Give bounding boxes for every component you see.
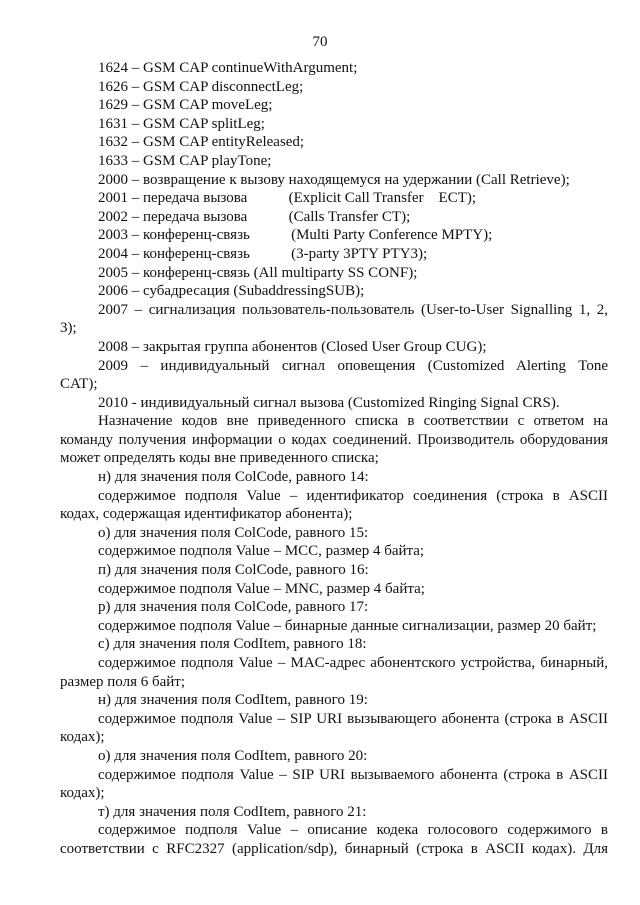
text-line: 2007 – сигнализация пользователь-пользователь (User-to-User Signalling 1, 2,: [98, 301, 608, 318]
text-line: соответствии с RFC2327 (application/sdp), бинарный (строка в ASCII кодах). Для: [60, 840, 608, 857]
text-line: н) для значения поля ColCode, равного 14:: [98, 469, 369, 486]
text-line: о) для значения поля ColCode, равного 15:: [98, 524, 369, 541]
text-line: п) для значения поля ColCode, равного 16:: [98, 562, 369, 579]
text-line: содержимое подполя Value – SIP URI вызываемого абонента (строка в ASCII: [98, 766, 608, 783]
text-line: о) для значения поля CodItem, равного 20:: [98, 747, 368, 764]
text-line: содержимое подполя Value – бинарные данные сигнализации, размер 20 байт;: [98, 617, 597, 634]
text-line: CAT);: [60, 376, 98, 393]
text-line: 1632 – GSM CAP entityReleased;: [98, 134, 305, 151]
text-line: 1629 – GSM CAP moveLeg;: [98, 97, 273, 114]
text-line: 1633 – GSM CAP playTone;: [98, 152, 272, 169]
text-line: 2009 – индивидуальный сигнал оповещения (Customized Alerting Tone: [98, 357, 608, 374]
text-line: р) для значения поля ColCode, равного 17:: [98, 599, 369, 616]
text-line: содержимое подполя Value – описание кодека голосового содержимого в: [98, 822, 608, 839]
text-line: Назначение кодов вне приведенного списка в соответствии с ответом на: [98, 413, 608, 430]
text-line: 2005 – конференц-связь (All multiparty SS CONF);: [98, 264, 418, 281]
document-body: [60, 59, 608, 859]
text-line: 3);: [60, 320, 77, 337]
text-line: 2003 – конференц-связь (Multi Party Conference MPTY);: [98, 227, 493, 244]
text-line: 2002 – передача вызова (Calls Transfer CT);: [98, 208, 411, 225]
text-line: н) для значения поля CodItem, равного 19:: [98, 692, 368, 709]
text-line: команду получения информации о кодах соединений. Производитель оборудования: [60, 431, 608, 448]
text-line: размер поля 6 байт;: [60, 673, 186, 690]
text-line: содержимое подполя Value – MNC, размер 4 байта;: [98, 580, 425, 597]
text-line: 1631 – GSM CAP splitLeg;: [98, 115, 265, 132]
text-line: 2000 – возвращение к вызову находящемуся на удержании (Call Retrieve);: [98, 171, 570, 188]
text-line: кодах);: [60, 785, 105, 802]
page-number: 70: [312, 34, 328, 50]
text-line: 1624 – GSM CAP continueWithArgument;: [98, 60, 358, 76]
text-line: т) для значения поля CodItem, равного 21:: [98, 803, 367, 820]
text-line: может определять коды вне приведенного списка;: [60, 450, 379, 467]
text-line: с) для значения поля CodItem, равного 18:: [98, 636, 367, 653]
text-line: 2006 – субадресация (SubaddressingSUB);: [98, 283, 365, 300]
text-line: кодах, содержащая идентификатор абонента);: [60, 506, 353, 523]
text-line: содержимое подполя Value – MAC-адрес абонентского устройства, бинарный,: [98, 655, 608, 671]
text-line: содержимое подполя Value – SIP URI вызывающего абонента (строка в ASCII: [98, 710, 608, 727]
text-line: 2010 - индивидуальный сигнал вызова (Customized Ringing Signal CRS).: [98, 394, 560, 411]
text-line: 2008 – закрытая группа абонентов (Closed User Group CUG);: [98, 338, 487, 355]
text-line: 2001 – передача вызова (Explicit Call Transfer ECT);: [98, 190, 477, 207]
text-line: кодах);: [60, 729, 105, 746]
text-line: 1626 – GSM CAP disconnectLeg;: [98, 78, 304, 95]
text-line: содержимое подполя Value – идентификатор соединения (строка в ASCII: [98, 487, 608, 504]
text-line: 2004 – конференц-связь (3-party 3PTY PTY3);: [98, 245, 428, 262]
text-line: содержимое подполя Value – MCC, размер 4 байта;: [98, 543, 425, 560]
